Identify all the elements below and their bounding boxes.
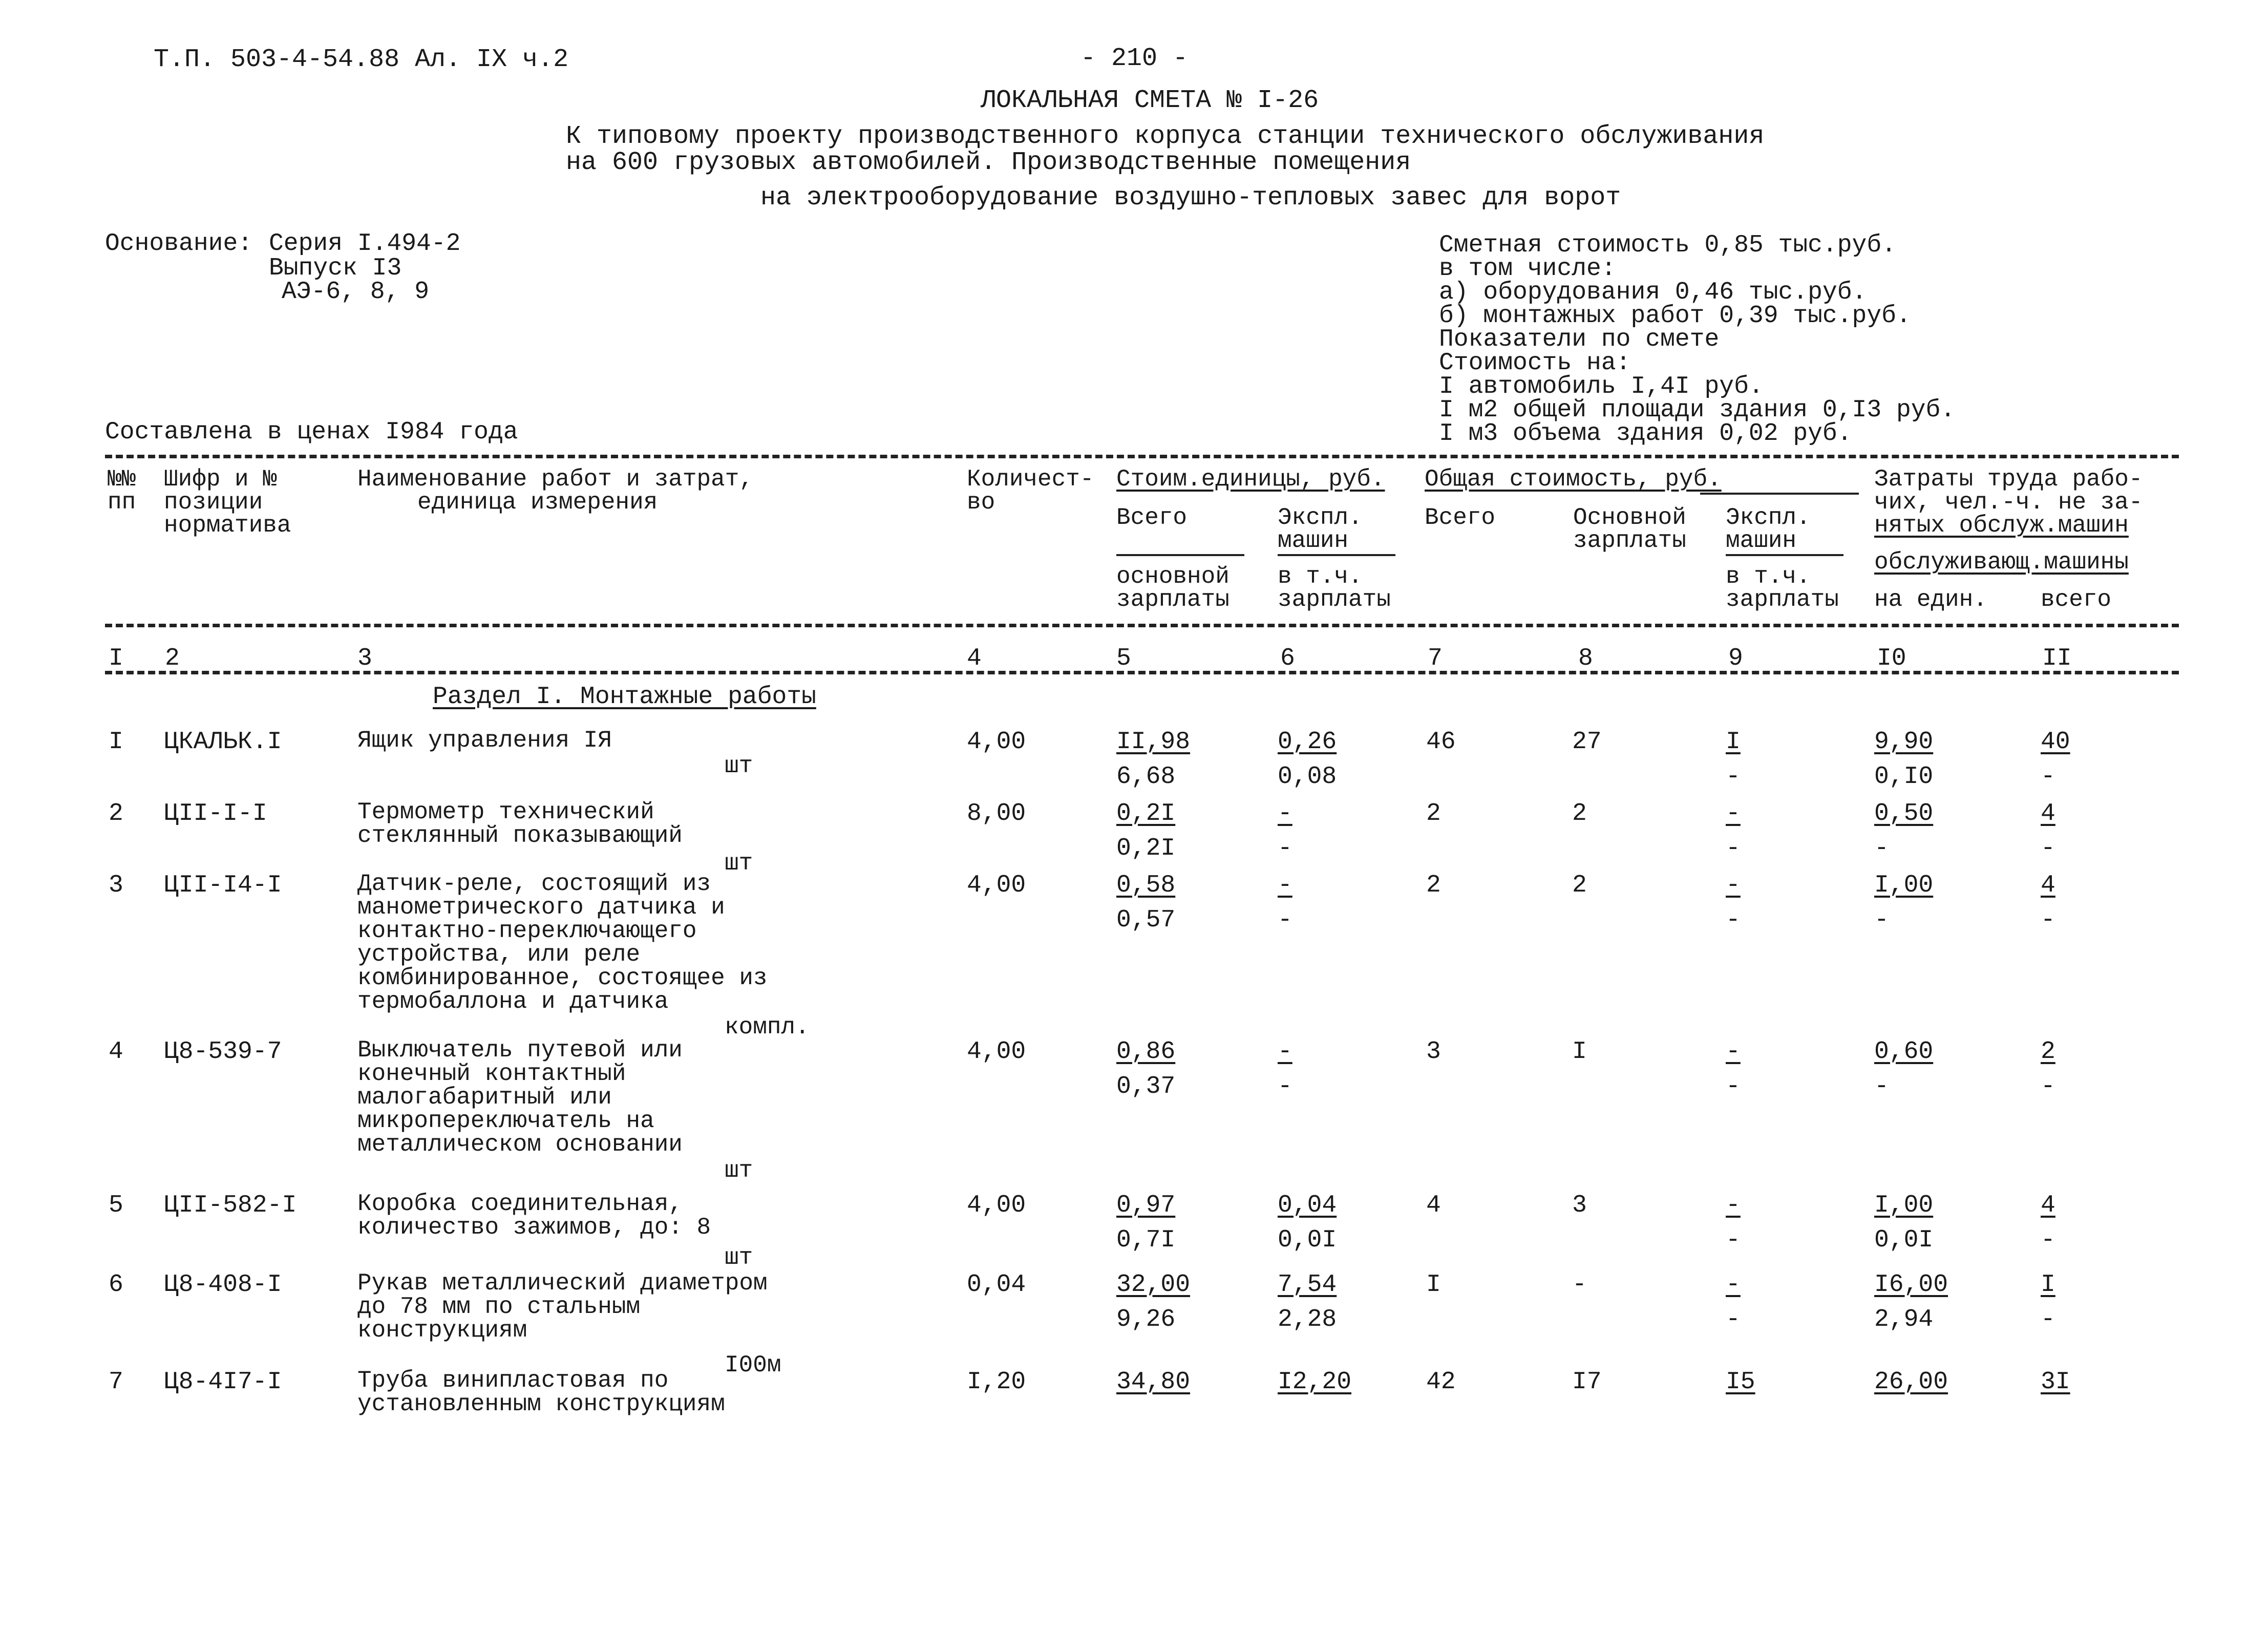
row-labor-total: I	[2041, 1271, 2055, 1299]
col-number: 6	[1280, 645, 1295, 672]
row-unit-cost-total: 34,80	[1116, 1368, 1191, 1396]
row-unit: шт	[725, 1157, 753, 1184]
hdr-labor-sub: обслуживающ.машины	[1874, 549, 2129, 576]
col-number: 3	[357, 645, 372, 672]
estimate-title: ЛОКАЛЬНАЯ СМЕТА № I-26	[981, 86, 1319, 115]
row-labor-unit: I,00	[1874, 1192, 1934, 1219]
hdr-col3-line1: Наименование работ и затрат,	[357, 466, 753, 493]
row-total-cost: 42	[1426, 1368, 1456, 1396]
row-unit-cost-total: 0,2I	[1116, 800, 1176, 828]
row-name-line: металлическом основании	[357, 1131, 683, 1158]
section-title: Раздел I. Монтажные работы	[433, 683, 816, 711]
row-unit-machine-wage: 0,0I	[1278, 1226, 1337, 1254]
cost-summary-line: Сметная стоимость 0,85 тыс.руб.	[1439, 231, 1896, 259]
col-number: II	[2042, 645, 2072, 672]
row-labor-unit-machine: -	[1874, 1073, 1889, 1100]
row-unit-machine-cost: 0,04	[1278, 1192, 1337, 1219]
row-total-wage: I7	[1572, 1368, 1602, 1396]
row-unit-machine-wage: -	[1278, 906, 1292, 934]
row-unit-cost-wage: 0,2I	[1116, 835, 1176, 862]
row-total-wage: 2	[1572, 800, 1587, 828]
cost-summary-line: а) оборудования 0,46 тыс.руб.	[1439, 279, 1867, 306]
row-name-line: контактно-переключающего	[357, 918, 697, 944]
row-total-wage: 27	[1572, 728, 1602, 756]
row-labor-unit-machine: -	[1874, 835, 1889, 862]
row-unit-cost-total: 32,00	[1116, 1271, 1191, 1299]
row-code: Ц8-408-I	[164, 1271, 282, 1299]
hdr-labor-line2: чих, чел.-ч. не за-	[1874, 489, 2143, 516]
row-labor-total-machine: -	[2041, 1073, 2055, 1100]
hdr-c9-bottom-1: в т.ч.	[1726, 563, 1811, 590]
row-name-line: Коробка соединительная,	[357, 1191, 683, 1217]
row-code: ЦII-I4-I	[164, 872, 282, 899]
row-name-line: установленным конструкциям	[357, 1391, 725, 1417]
row-name-line: Ящик управления IЯ	[357, 727, 612, 754]
row-labor-total: 40	[2041, 728, 2070, 756]
row-labor-total: 4	[2041, 1192, 2055, 1219]
hdr-c6-bottom-1: в т.ч.	[1278, 563, 1363, 590]
hdr-total-cost-rule	[1700, 493, 1859, 495]
row-total-machine-wage: -	[1726, 1226, 1741, 1254]
row-total-cost: 3	[1426, 1038, 1441, 1066]
row-name-line: количество зажимов, до: 8	[357, 1214, 711, 1241]
table-top-rule	[105, 455, 2179, 458]
basis-line-3: АЭ-6, 8, 9	[282, 278, 430, 306]
row-total-machine-cost: -	[1726, 872, 1741, 899]
row-unit-machine-cost: 0,26	[1278, 728, 1337, 756]
basis-label: Основание:	[105, 230, 253, 258]
document-code: Т.П. 503-4-54.88 Ал. IX ч.2	[154, 45, 569, 74]
row-number: 5	[109, 1192, 123, 1219]
hdr-col4-line1: Количест-	[967, 466, 1094, 493]
hdr-c9-rule	[1726, 554, 1843, 556]
col-number: 7	[1428, 645, 1443, 672]
row-total-machine-cost: -	[1726, 1038, 1741, 1066]
hdr-c5-rule	[1116, 554, 1244, 556]
cost-summary-line: Стоимость на:	[1439, 349, 1631, 377]
row-labor-total-machine: -	[2041, 906, 2055, 934]
prices-note: Составлена в ценах I984 года	[105, 418, 518, 446]
hdr-c9-top-2: машин	[1726, 527, 1797, 554]
row-unit-cost-wage: 6,68	[1116, 763, 1176, 791]
hdr-c10: на един.	[1874, 586, 1987, 613]
hdr-c6-bottom-2: зарплаты	[1278, 586, 1391, 613]
row-unit: шт	[725, 850, 753, 877]
col-number: 2	[165, 645, 180, 672]
cost-summary-line: I м2 общей площади здания 0,I3 руб.	[1439, 396, 1956, 424]
row-name-line: Термометр технический	[357, 799, 654, 825]
hdr-col2-line2: позиции	[164, 489, 263, 516]
col-number: 9	[1728, 645, 1743, 672]
hdr-c5-bottom-1: основной	[1116, 563, 1230, 590]
row-code: ЦII-582-I	[164, 1192, 297, 1219]
row-unit-cost-wage: 0,57	[1116, 906, 1176, 934]
row-unit: компл.	[725, 1014, 810, 1041]
row-unit-machine-cost: I2,20	[1278, 1368, 1352, 1396]
row-labor-unit-machine: 2,94	[1874, 1306, 1934, 1333]
row-total-machine-wage: -	[1726, 1073, 1741, 1100]
row-labor-total: 4	[2041, 872, 2055, 899]
row-qty: 4,00	[967, 728, 1026, 756]
row-total-machine-cost: -	[1726, 1271, 1741, 1299]
row-unit-cost-wage: 0,7I	[1116, 1226, 1176, 1254]
page-number: - 210 -	[1080, 44, 1189, 73]
row-total-machine-cost: -	[1726, 800, 1741, 828]
row-unit-machine-cost: -	[1278, 800, 1292, 828]
hdr-total-cost-group: Общая стоимость, руб.	[1425, 466, 1722, 493]
row-name-line: микропереключатель на	[357, 1108, 654, 1134]
hdr-c11: всего	[2041, 586, 2112, 613]
row-name-line: конечный контактный	[357, 1061, 626, 1087]
row-unit-cost-total: 0,58	[1116, 872, 1176, 899]
subtitle-line-1: К типовому проекту производственного корпуса станции технического обслуживания	[566, 122, 1765, 151]
row-qty: 4,00	[967, 1038, 1026, 1066]
row-labor-unit-machine: 0,0I	[1874, 1226, 1934, 1254]
col-numbers-rule	[105, 671, 2179, 674]
row-name-line: до 78 мм по стальным	[357, 1293, 641, 1320]
row-labor-total-machine: -	[2041, 835, 2055, 862]
row-unit: шт	[725, 1244, 753, 1271]
row-labor-total-machine: -	[2041, 763, 2055, 791]
basis-line-1: Серия I.494-2	[269, 230, 461, 258]
row-total-cost: 46	[1426, 728, 1456, 756]
row-labor-total: 2	[2041, 1038, 2055, 1066]
hdr-col2-line3: норматива	[164, 512, 291, 539]
cost-summary-line: I автомобиль I,4I руб.	[1439, 373, 1764, 400]
row-qty: 0,04	[967, 1271, 1026, 1299]
hdr-c8-1: Основной	[1573, 504, 1686, 531]
row-qty: I,20	[967, 1368, 1026, 1396]
row-total-machine-cost: I	[1726, 728, 1741, 756]
cost-summary-line: I м3 объема здания 0,02 руб.	[1439, 420, 1852, 448]
subtitle-line-2: на 600 грузовых автомобилей. Производственные помещения	[566, 148, 1411, 177]
row-name-line: малогабаритный или	[357, 1084, 612, 1111]
hdr-c6-top-2: машин	[1278, 527, 1349, 554]
row-unit: I00м	[725, 1352, 781, 1378]
row-unit-cost-wage: 9,26	[1116, 1306, 1176, 1333]
row-qty: 4,00	[967, 1192, 1026, 1219]
row-total-machine-cost: -	[1726, 1192, 1741, 1219]
row-name-line: устройства, или реле	[357, 941, 641, 968]
row-labor-total: 4	[2041, 800, 2055, 828]
row-total-cost: 2	[1426, 800, 1441, 828]
row-name-line: Датчик-реле, состоящий из	[357, 871, 711, 897]
row-code: Ц8-4I7-I	[164, 1368, 282, 1396]
row-total-cost: 2	[1426, 872, 1441, 899]
row-labor-total: 3I	[2041, 1368, 2070, 1396]
row-code: ЦКАЛЬК.I	[164, 728, 282, 756]
row-unit-machine-cost: 7,54	[1278, 1271, 1337, 1299]
row-name-line: комбинированное, состоящее из	[357, 965, 768, 991]
row-labor-unit: 0,60	[1874, 1038, 1934, 1066]
hdr-c5-top: Всего	[1116, 504, 1188, 531]
row-labor-unit: 0,50	[1874, 800, 1934, 828]
hdr-c9-bottom-2: зарплаты	[1726, 586, 1839, 613]
row-total-machine-cost: I5	[1726, 1368, 1755, 1396]
row-qty: 4,00	[967, 872, 1026, 899]
row-unit-machine-wage: 2,28	[1278, 1306, 1337, 1333]
row-unit-cost-total: II,98	[1116, 728, 1191, 756]
row-labor-unit: 9,90	[1874, 728, 1934, 756]
row-total-machine-wage: -	[1726, 1306, 1741, 1333]
hdr-col3-line2: единица измерения	[417, 489, 658, 516]
row-total-wage: I	[1572, 1038, 1587, 1066]
row-number: I	[109, 728, 123, 756]
cost-summary-line: б) монтажных работ 0,39 тыс.руб.	[1439, 302, 1911, 330]
hdr-labor-line1: Затраты труда рабо-	[1874, 466, 2143, 493]
row-code: Ц8-539-7	[164, 1038, 282, 1066]
row-name-line: Рукав металлический диаметром	[357, 1270, 768, 1297]
row-unit-machine-wage: 0,08	[1278, 763, 1337, 791]
col-number: 8	[1578, 645, 1593, 672]
row-total-cost: I	[1426, 1271, 1441, 1299]
row-labor-unit: I6,00	[1874, 1271, 1948, 1299]
row-labor-unit-machine: 0,I0	[1874, 763, 1934, 791]
row-name-line: стеклянный показывающий	[357, 822, 683, 849]
row-total-wage: 3	[1572, 1192, 1587, 1219]
row-labor-total-machine: -	[2041, 1226, 2055, 1254]
row-total-machine-wage: -	[1726, 906, 1741, 934]
row-labor-unit: 26,00	[1874, 1368, 1948, 1396]
row-total-machine-wage: -	[1726, 835, 1741, 862]
row-unit-cost-total: 0,97	[1116, 1192, 1176, 1219]
hdr-c6-rule	[1278, 554, 1395, 556]
basis-line-2: Выпуск I3	[269, 255, 402, 282]
row-unit: шт	[725, 753, 753, 779]
col-number: 4	[967, 645, 982, 672]
row-name-line: Выключатель путевой или	[357, 1037, 683, 1064]
hdr-col1-line1: №№	[108, 466, 136, 493]
row-total-wage: 2	[1572, 872, 1587, 899]
col-number: 5	[1116, 645, 1131, 672]
hdr-c9-top-1: Экспл.	[1726, 504, 1811, 531]
row-labor-unit-machine: -	[1874, 906, 1889, 934]
row-total-wage: -	[1572, 1271, 1587, 1299]
cost-summary-line: в том числе:	[1439, 255, 1616, 283]
hdr-c7: Всего	[1425, 504, 1496, 531]
hdr-c8-2: зарплаты	[1573, 527, 1686, 554]
row-name-line: Труба винипластовая по	[357, 1367, 669, 1394]
hdr-labor-line3: нятых обслуж.машин	[1874, 512, 2129, 539]
table-header-rule	[105, 624, 2179, 627]
row-total-cost: 4	[1426, 1192, 1441, 1219]
hdr-col4-line2: во	[967, 489, 995, 516]
hdr-col2-line1: Шифр и №	[164, 466, 277, 493]
row-code: ЦII-I-I	[164, 800, 267, 828]
hdr-c6-top-1: Экспл.	[1278, 504, 1363, 531]
row-unit-cost-total: 0,86	[1116, 1038, 1176, 1066]
row-qty: 8,00	[967, 800, 1026, 828]
row-unit-cost-wage: 0,37	[1116, 1073, 1176, 1100]
hdr-c5-bottom-2: зарплаты	[1116, 586, 1230, 613]
row-labor-unit: I,00	[1874, 872, 1934, 899]
row-number: 3	[109, 872, 123, 899]
row-number: 4	[109, 1038, 123, 1066]
col-number: I0	[1877, 645, 1906, 672]
col-number: I	[109, 645, 123, 672]
row-unit-machine-cost: -	[1278, 872, 1292, 899]
hdr-col1-line2: пп	[108, 489, 136, 516]
row-labor-total-machine: -	[2041, 1306, 2055, 1333]
hdr-unit-cost-group: Стоим.единицы, руб.	[1116, 466, 1385, 493]
row-unit-machine-wage: -	[1278, 835, 1292, 862]
row-unit-machine-cost: -	[1278, 1038, 1292, 1066]
row-number: 2	[109, 800, 123, 828]
row-name-line: манометрического датчика и	[357, 894, 725, 921]
row-number: 6	[109, 1271, 123, 1299]
row-total-machine-wage: -	[1726, 763, 1741, 791]
row-name-line: термобаллона и датчика	[357, 988, 669, 1015]
row-number: 7	[109, 1368, 123, 1396]
cost-summary-line: Показатели по смете	[1439, 326, 1720, 353]
row-unit-machine-wage: -	[1278, 1073, 1292, 1100]
subtitle-line-3: на электрооборудование воздушно-тепловых завес для ворот	[760, 183, 1621, 213]
row-name-line: конструкциям	[357, 1317, 527, 1344]
